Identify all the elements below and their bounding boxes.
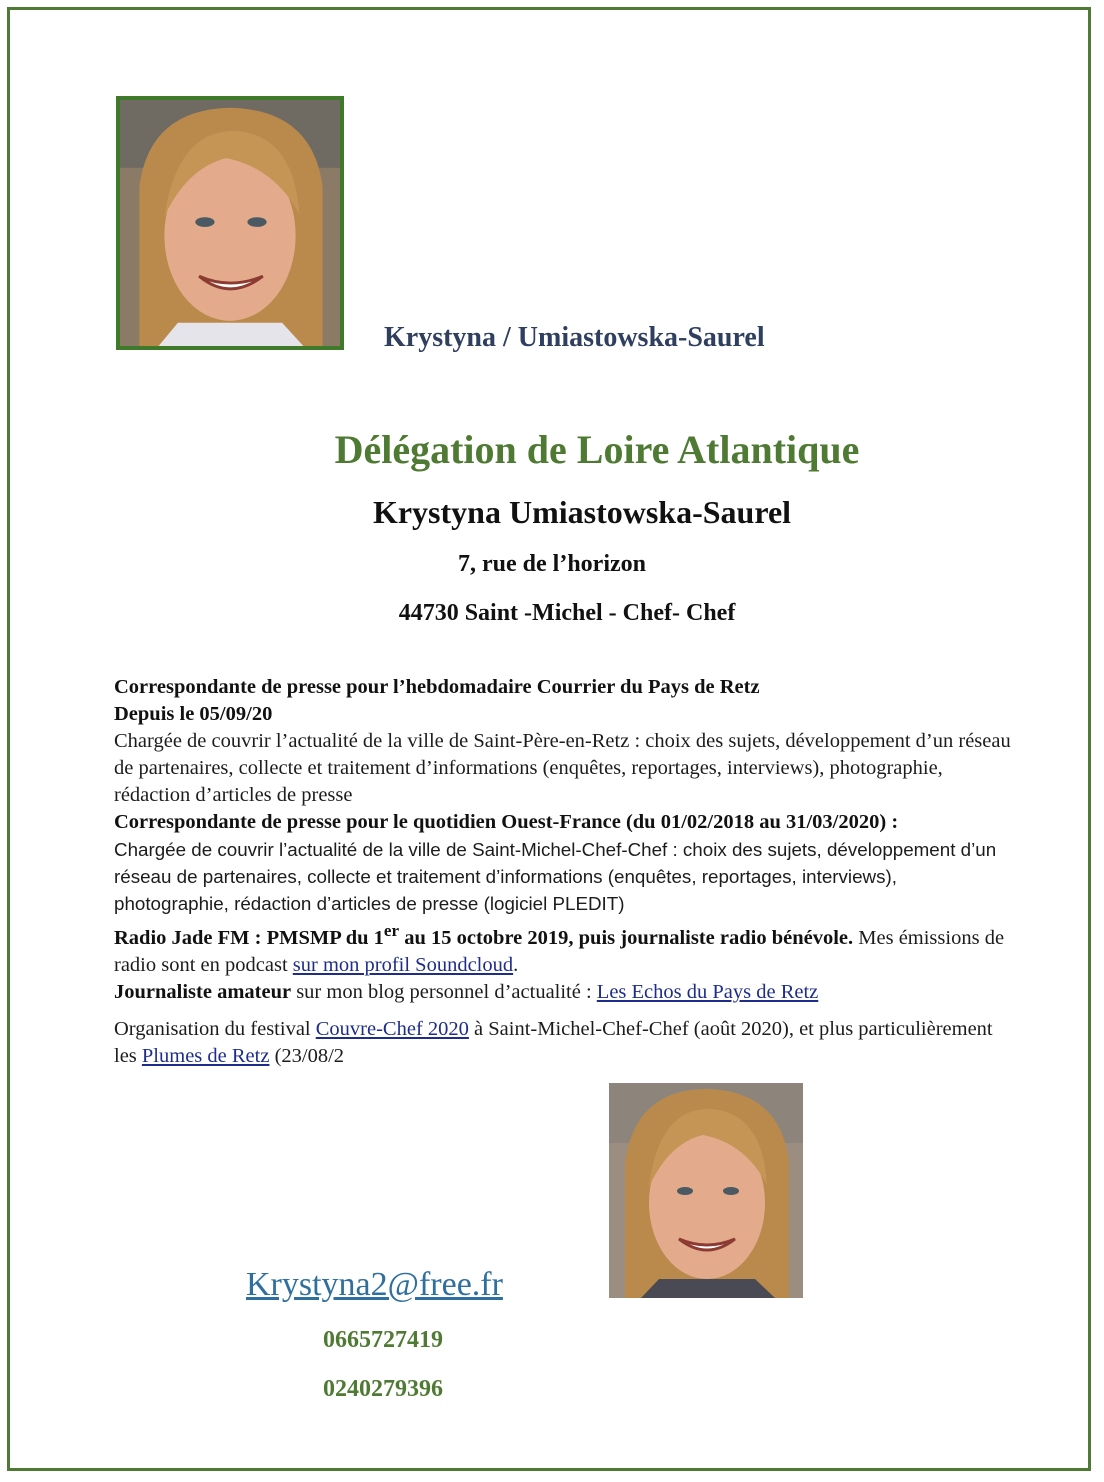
job2-description: Chargée de couvrir l’actualité de la ville de Saint-Michel-Chef-Chef : choix des sujets, développement d’un réseau de partenaires, collecte et traitement d’informations (enquêtes, reportages, interviews), photographie, rédaction d’articles de presse (logiciel PLEDIT): [114, 839, 997, 914]
festival-paragraph: [114, 1016, 1014, 1070]
blog-title: Journaliste amateur: [114, 980, 292, 1003]
festival-text-2: à Saint-Michel-Chef-Chef (août 2020), et plus particulièrement les: [114, 1017, 993, 1067]
portrait-photo-bottom: [609, 1083, 803, 1298]
delegation-title: Délégation de Loire Atlantique: [334, 427, 860, 472]
radio-title-a: Radio Jade FM : PMSMP du 1: [114, 926, 384, 949]
job1-since: Depuis le 05/09/20: [114, 703, 273, 725]
address-street: 7, rue de l’horizon: [458, 551, 646, 577]
job1-title: Correspondante de presse pour l’hebdomadaire Courrier du Pays de Retz: [114, 676, 760, 698]
soundcloud-link[interactable]: sur mon profil Soundcloud: [292, 953, 514, 976]
job2-title: Correspondante de presse pour le quotidien Ouest-France (du 01/02/2018 au 31/03/2020) :: [114, 811, 899, 833]
festival-text-3: (23/08/2: [269, 1044, 345, 1067]
blog-paragraph: [114, 979, 1014, 1006]
phone-landline: 0240279396: [323, 1376, 443, 1402]
radio-text: Mes émissions de radio sont en podcast: [114, 926, 1005, 976]
couvre-chef-link[interactable]: Couvre-Chef 2020: [315, 1017, 469, 1040]
full-name: Krystyna Umiastowska-Saurel: [372, 494, 792, 530]
job1-description: Chargée de couvrir l’actualité de la ville de Saint-Père-en-Retz : choix des sujets, développement d’un réseau de partenaires, collecte et traitement d’informations (enquêtes, reportages, interviews), photographie, rédaction d’articles de presse: [114, 730, 1011, 806]
portrait-photo-top: [116, 96, 344, 350]
address-city: 44730 Saint -Michel - Chef- Chef: [398, 600, 736, 626]
plumes-de-retz-link[interactable]: Plumes de Retz: [141, 1044, 270, 1067]
blog-link[interactable]: Les Echos du Pays de Retz: [596, 980, 819, 1003]
name-heading-small: Krystyna / Umiastowska-Saurel: [384, 322, 765, 353]
radio-end: .: [513, 953, 519, 976]
email-link[interactable]: Krystyna2@free.fr: [246, 1266, 503, 1303]
blog-text: sur mon blog personnel d’actualité :: [291, 980, 597, 1003]
radio-superscript: er: [383, 921, 400, 940]
festival-text-1: Organisation du festival: [114, 1017, 316, 1040]
radio-paragraph: [114, 917, 1014, 979]
phone-mobile: 0665727419: [323, 1327, 443, 1353]
radio-title-b: au 15 octobre 2019, puis journaliste radio bénévole.: [399, 926, 854, 949]
experience-section: [114, 674, 1014, 1070]
